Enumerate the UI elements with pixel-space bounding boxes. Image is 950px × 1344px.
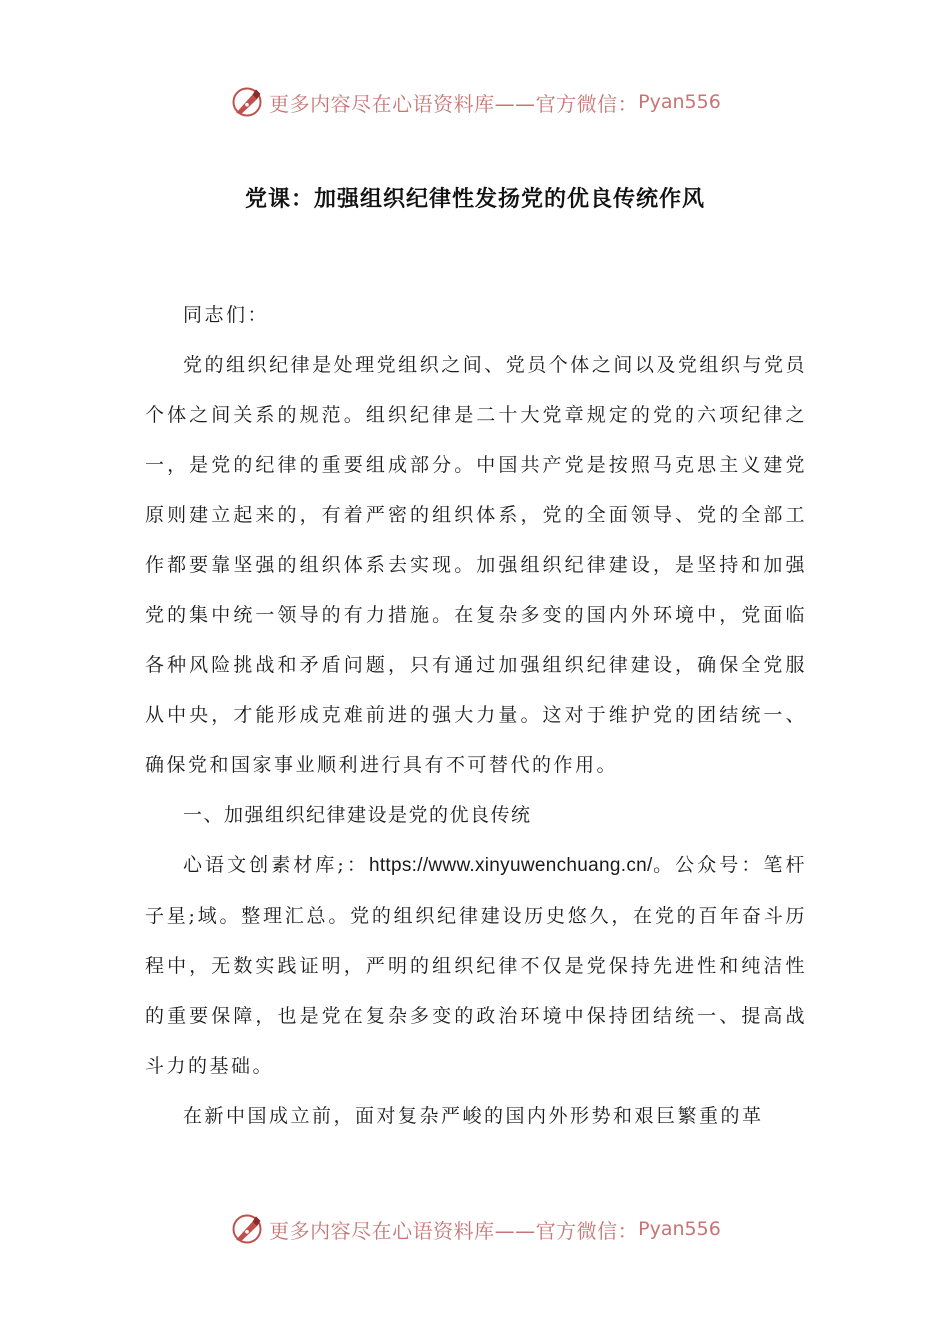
source-prefix: 心语文创素材库;： [183,854,369,876]
paragraph [145,840,807,1091]
document-body [145,290,807,1141]
pen-nib-circle-icon [229,84,265,120]
watermark-text: 更多内容尽在心语资料库——官方微信： [269,91,639,116]
paragraph: 在新中国成立前，面对复杂严峻的国内外形势和艰巨繁重的革 [183,1105,764,1127]
document-title: 党课：加强组织纪律性发扬党的优良传统作风 [244,187,705,212]
pen-nib-circle-icon [229,1211,265,1247]
watermark-banner-top [0,80,950,124]
source-url: https://www.xinyuwenchuang.cn/ [368,855,653,876]
section-heading: 一、加强组织纪律建设是党的优良传统 [183,804,532,826]
watermark-wechat-id: Pyan556 [638,91,721,113]
watermark-wechat-id: Pyan556 [638,1218,721,1240]
paragraph: 党的组织纪律是处理党组织之间、党员个体之间以及党组织与党员个体之间关系的规范。组织纪律是二十大党章规定的党的六项纪律之一，是党的纪律的重要组成部分。中国共产党是按照马克思主义建党原则建立起来的，有着严密的组织体系，党的全面领导、党的全部工作都要靠坚强的组织体系去实现。加强组织纪律建设，是坚持和加强党的集中统一领导的有力措施。在复杂多变的国内外环境中，党面临各种风险挑战和矛盾问题，只有通过加强组织纪律建设，确保全党服从中央，才能形成克难前进的强大力量。这对于维护党的团结统一、确保党和国家事业顺利进行具有不可替代的作用。 [145,354,807,776]
salutation: 同志们： [183,304,270,326]
paragraph-text: 。公众号：笔杆子星;域。整理汇总。党的组织纪律建设历史悠久，在党的百年奋斗历程中，无数实践证明，严明的组织纪律不仅是党保持先进性和纯洁性的重要保障，也是党在复杂多变的政治环境中保持团结统一、提高战斗力的基础。 [145,854,807,1077]
watermark-text: 更多内容尽在心语资料库——官方微信： [269,1218,639,1243]
watermark-banner-bottom [0,1207,950,1251]
